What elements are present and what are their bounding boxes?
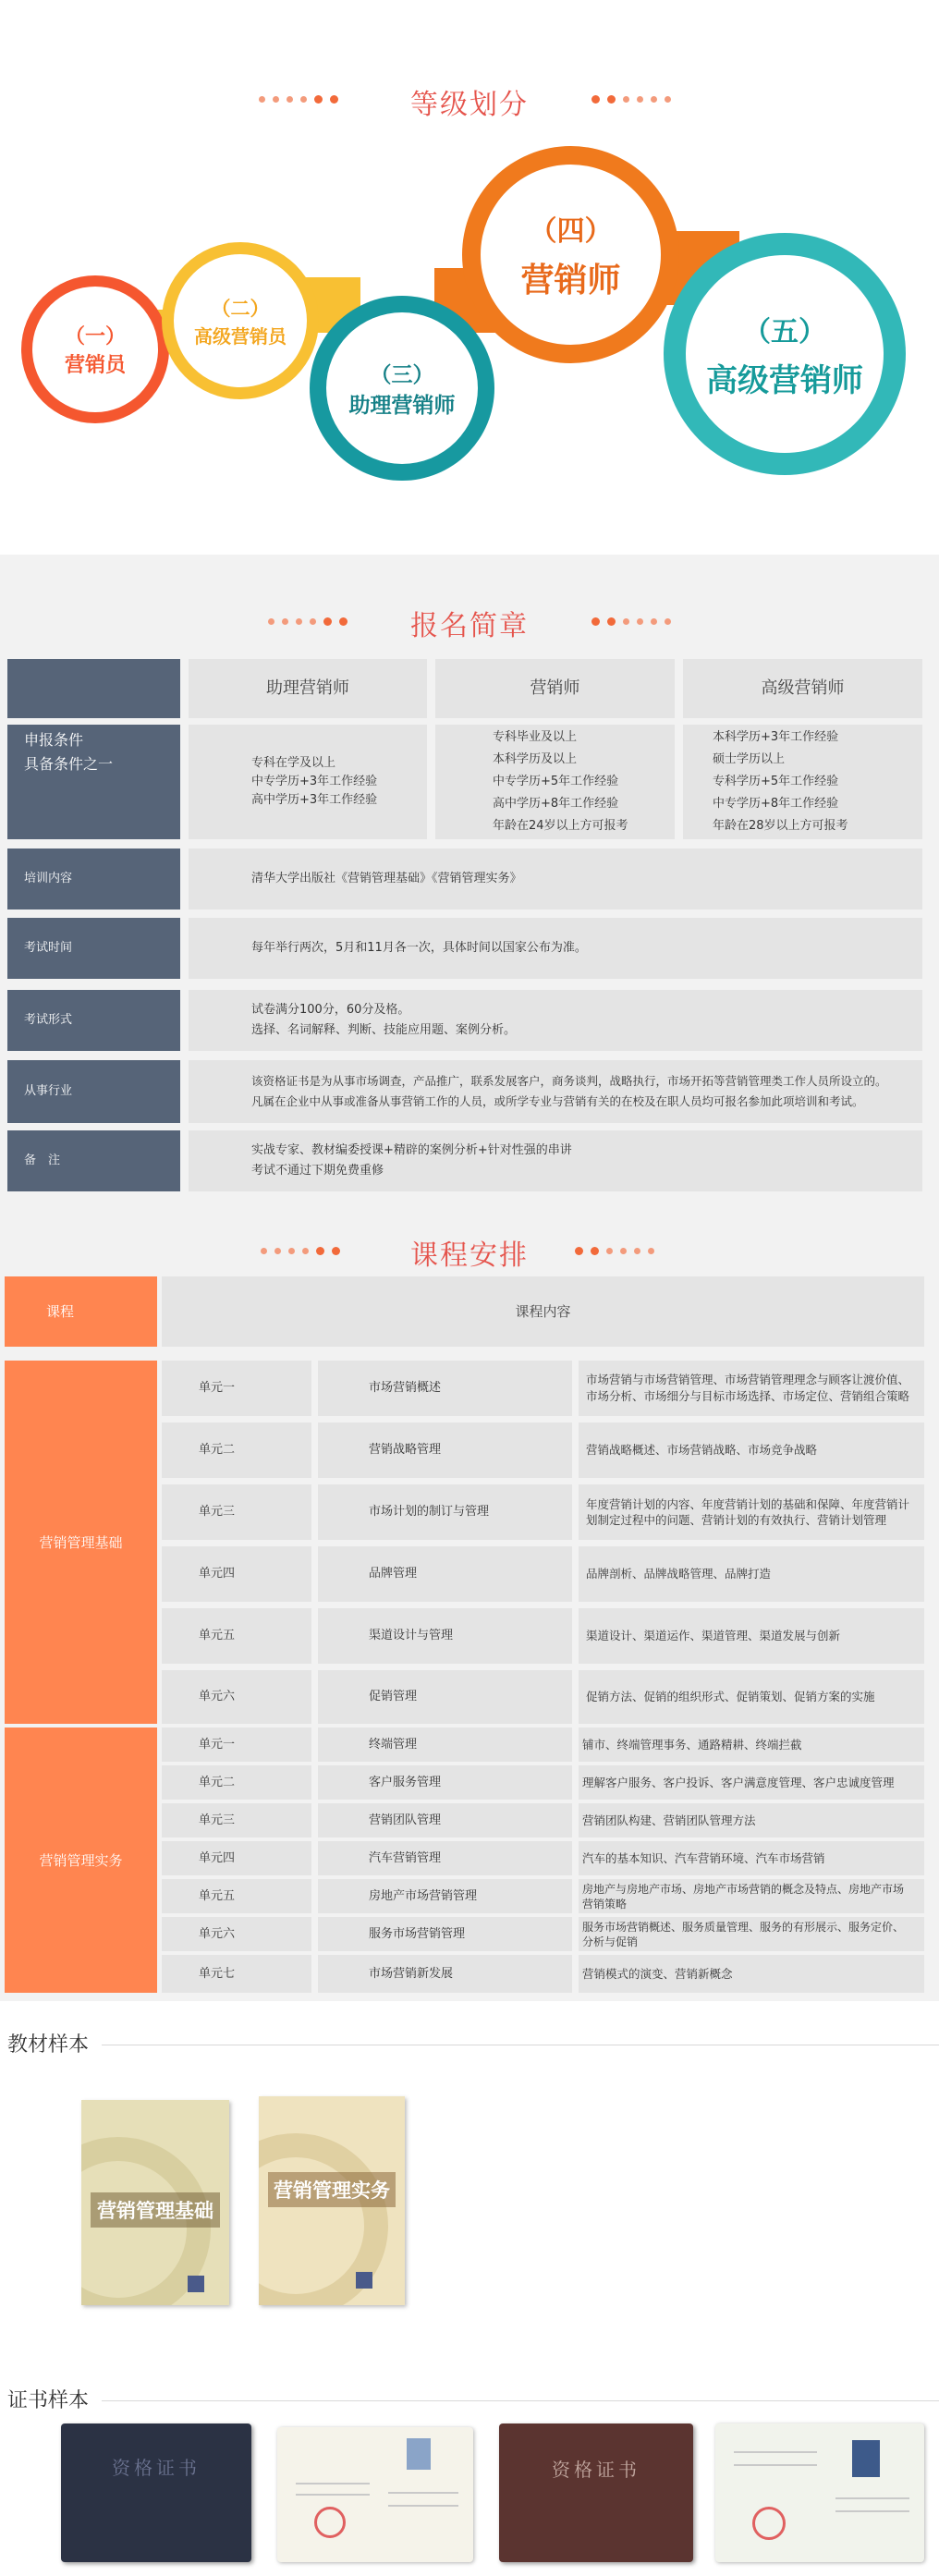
desc-cell: 服务市场营销概述、服务质量管理、服务的有形展示、服务定价、分析与促销 bbox=[579, 1917, 924, 1951]
reg-remark-value bbox=[189, 1130, 922, 1191]
topic-cell: 营销团队管理 bbox=[318, 1803, 572, 1837]
unit-cell: 单元六 bbox=[162, 1917, 311, 1951]
industry-line2: 凡属在企业中从事或准备从事营销工作的人员，或所学专业与营销有关的在校及在职人员均可报名参加此项培训和考试。 bbox=[251, 1094, 864, 1108]
reg-remark-label: 备 注 bbox=[7, 1130, 180, 1191]
unit-cell: 单元六 bbox=[162, 1670, 311, 1724]
publisher-logo bbox=[188, 2276, 204, 2292]
unit-cell: 单元四 bbox=[162, 1841, 311, 1875]
unit-cell: 单元三 bbox=[162, 1803, 311, 1837]
certificate-inner-2 bbox=[715, 2423, 924, 2562]
conditions-label-line2: 具备条件之一 bbox=[24, 755, 114, 773]
cert-line bbox=[388, 2492, 458, 2494]
desc-cell: 渠道设计、渠道运作、渠道管理、渠道发展与创新 bbox=[579, 1608, 924, 1664]
course-title: 课程安排 bbox=[410, 1239, 529, 1272]
textbook-practice-title: 营销管理实务 bbox=[274, 2179, 390, 2202]
topic-cell: 市场计划的制订与管理 bbox=[318, 1484, 572, 1540]
cert-seal bbox=[314, 2507, 346, 2538]
cert-seal bbox=[752, 2507, 786, 2540]
certificates-divider bbox=[102, 2400, 939, 2401]
level-2-name: 高级营销员 bbox=[194, 324, 287, 348]
level-3-name: 助理营销师 bbox=[348, 394, 456, 418]
desc-cell: 营销战略概述、市场营销战略、市场竞争战略 bbox=[579, 1422, 924, 1478]
level-1-num: （一） bbox=[64, 325, 126, 348]
level-4-num: （四） bbox=[529, 215, 613, 248]
cert-line bbox=[734, 2464, 817, 2466]
reg-conditions-label bbox=[7, 725, 180, 839]
desc-cell: 促销方法、促销的组织形式、促销策划、促销方案的实施 bbox=[579, 1670, 924, 1724]
exam-form-line1: 试卷满分100分，60分及格。 bbox=[251, 1003, 410, 1017]
level-2-num: （二） bbox=[211, 297, 270, 320]
desc-cell: 房地产与房地产市场、房地产市场营销的概念及特点、房地产市场营销策略 bbox=[579, 1879, 924, 1913]
unit-cell: 单元五 bbox=[162, 1879, 311, 1913]
certificate-cover-blue bbox=[61, 2423, 251, 2562]
level-2-circle bbox=[174, 254, 307, 387]
cert-line bbox=[296, 2483, 370, 2484]
level-1-circle bbox=[32, 287, 158, 412]
textbook-basic bbox=[81, 2100, 229, 2305]
unit-cell: 单元一 bbox=[162, 1728, 311, 1762]
reg-header-corner bbox=[7, 659, 180, 718]
desc-cell: 营销团队构建、营销团队管理方法 bbox=[579, 1803, 924, 1837]
level-5-num: （五） bbox=[743, 315, 826, 348]
unit-cell: 单元五 bbox=[162, 1608, 311, 1664]
reg-conditions-col3 bbox=[683, 725, 922, 839]
reg-dots-right bbox=[591, 617, 671, 626]
certificate-inner-1 bbox=[277, 2427, 473, 2562]
conditions-col1-list: 专科在学及以上 中专学历+3年工作经验 高中学历+3年工作经验 bbox=[251, 756, 378, 807]
course-dots-right bbox=[575, 1247, 654, 1255]
reg-exam-time-label: 考试时间 bbox=[7, 918, 180, 979]
reg-exam-form-value bbox=[189, 990, 922, 1051]
level-1-name: 营销员 bbox=[64, 354, 126, 377]
remark-line1: 实战专家、教材编委授课+精辟的案例分析+针对性强的串讲 bbox=[251, 1143, 572, 1157]
cert-cover-text: 资格证书 bbox=[112, 2457, 201, 2479]
desc-cell: 汽车的基本知识、汽车营销环境、汽车市场营销 bbox=[579, 1841, 924, 1875]
topic-cell: 促销管理 bbox=[318, 1670, 572, 1724]
reg-header-marketer: 营销师 bbox=[435, 659, 675, 718]
cert-cover-text: 资格证书 bbox=[552, 2459, 640, 2481]
reg-training-label: 培训内容 bbox=[7, 848, 180, 910]
cert-line bbox=[835, 2497, 909, 2499]
reg-conditions-col2 bbox=[435, 725, 675, 839]
unit-cell: 单元四 bbox=[162, 1546, 311, 1602]
certificate-cover-brown bbox=[499, 2423, 693, 2562]
desc-cell: 年度营销计划的内容、年度营销计划的基础和保障、年度营销计划制定过程中的问题、营销计划的有效执行、营销计划管理 bbox=[579, 1484, 924, 1540]
reg-industry-label: 从事行业 bbox=[7, 1060, 180, 1123]
level-5-circle bbox=[686, 255, 884, 453]
topic-cell: 汽车营销管理 bbox=[318, 1841, 572, 1875]
cert-line bbox=[296, 2494, 370, 2496]
textbook-practice bbox=[259, 2096, 405, 2305]
topic-cell: 服务市场营销管理 bbox=[318, 1917, 572, 1951]
reg-header-assistant: 助理营销师 bbox=[189, 659, 427, 718]
course-group-practice: 营销管理实务 bbox=[5, 1728, 157, 1993]
conditions-label-line1: 申报条件 bbox=[24, 731, 84, 749]
topic-cell: 终端管理 bbox=[318, 1728, 572, 1762]
topic-cell: 营销战略管理 bbox=[318, 1422, 572, 1478]
level-3-num: （三） bbox=[370, 363, 434, 387]
reg-exam-time-value: 每年举行两次，5月和11月各一次，具体时间以国家公布为准。 bbox=[189, 918, 922, 979]
desc-cell: 理解客户服务、客户投诉、客户满意度管理、客户忠诚度管理 bbox=[579, 1765, 924, 1800]
remark-line2: 考试不通过下期免费重修 bbox=[251, 1164, 384, 1178]
topic-cell: 房地产市场营销管理 bbox=[318, 1879, 572, 1913]
levels-title: 等级划分 bbox=[410, 89, 529, 121]
topic-cell: 市场营销概述 bbox=[318, 1361, 572, 1416]
industry-line1: 该资格证书是为从事市场调查，产品推广，联系发展客户，商务谈判，战略执行，市场开拓等营销管理类工作人员所设立的。 bbox=[251, 1074, 887, 1088]
desc-cell: 品牌剖析、品牌战略管理、品牌打造 bbox=[579, 1546, 924, 1602]
level-3-circle bbox=[326, 312, 478, 464]
level-4-circle bbox=[481, 165, 661, 345]
title-dots-right bbox=[591, 95, 671, 104]
topic-cell: 客户服务管理 bbox=[318, 1765, 572, 1800]
topic-cell: 市场营销新发展 bbox=[318, 1955, 572, 1993]
exam-form-line2: 选择、名词解释、判断、技能应用题、案例分析。 bbox=[251, 1023, 517, 1037]
certificates-title: 证书样本 bbox=[7, 2389, 90, 2412]
unit-cell: 单元二 bbox=[162, 1765, 311, 1800]
cert-line bbox=[734, 2451, 817, 2453]
cert-line bbox=[388, 2505, 458, 2507]
cert-photo bbox=[852, 2440, 880, 2477]
desc-cell: 市场营销与市场营销管理、市场营销管理理念与顾客让渡价值、市场分析、市场细分与目标市场选择、市场定位、营销组合策略 bbox=[579, 1361, 924, 1416]
reg-exam-form-label: 考试形式 bbox=[7, 990, 180, 1051]
textbooks-title: 教材样本 bbox=[7, 2033, 90, 2057]
reg-training-value: 清华大学出版社《营销管理基础》《营销管理实务》 bbox=[189, 848, 922, 910]
level-4-name: 营销师 bbox=[520, 262, 621, 299]
unit-cell: 单元七 bbox=[162, 1955, 311, 1993]
textbook-basic-title: 营销管理基础 bbox=[97, 2200, 213, 2222]
course-head-content: 课程内容 bbox=[162, 1276, 924, 1347]
cert-line bbox=[835, 2510, 909, 2512]
unit-cell: 单元二 bbox=[162, 1422, 311, 1478]
course-group-basic: 营销管理基础 bbox=[5, 1361, 157, 1724]
cert-photo bbox=[407, 2438, 431, 2470]
desc-cell: 铺市、终端管理事务、通路精耕、终端拦截 bbox=[579, 1728, 924, 1762]
level-5-name: 高级营销师 bbox=[706, 361, 863, 399]
reg-header-senior: 高级营销师 bbox=[683, 659, 922, 718]
unit-cell: 单元三 bbox=[162, 1484, 311, 1540]
course-head-course: 课程 bbox=[5, 1276, 157, 1347]
registration-title: 报名简章 bbox=[410, 610, 529, 642]
desc-cell: 营销模式的演变、营销新概念 bbox=[579, 1955, 924, 1993]
publisher-logo bbox=[356, 2272, 372, 2289]
topic-cell: 渠道设计与管理 bbox=[318, 1608, 572, 1664]
reg-industry-value bbox=[189, 1060, 922, 1123]
conditions-col3-list: 本科学历+3年工作经验 硕士学历以上 专科学历+5年工作经验 中专学历+8年工作经验 年龄在28岁以上方可报考 bbox=[713, 730, 848, 833]
unit-cell: 单元一 bbox=[162, 1361, 311, 1416]
reg-conditions-col1 bbox=[189, 725, 427, 839]
conditions-col2-list: 专科毕业及以上 本科学历及以上 中专学历+5年工作经验 高中学历+8年工作经验 年龄在24岁以上方可报考 bbox=[493, 730, 628, 833]
topic-cell: 品牌管理 bbox=[318, 1546, 572, 1602]
